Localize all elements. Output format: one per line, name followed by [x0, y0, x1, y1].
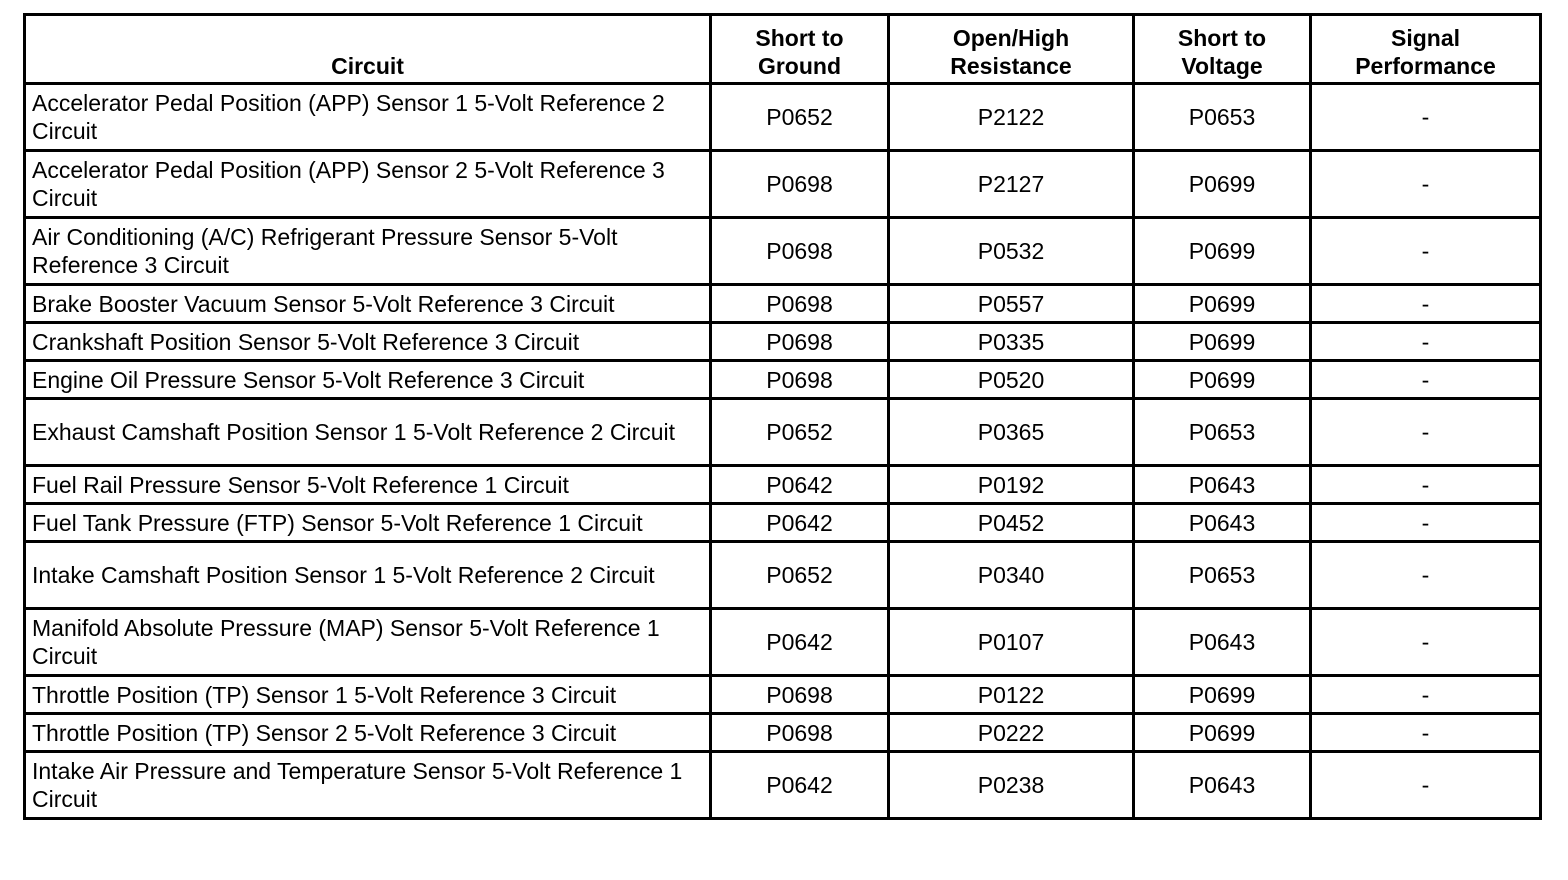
signal-performance-cell: -: [1311, 542, 1541, 609]
circuit-cell: Throttle Position (TP) Sensor 2 5-Volt Reference 3 Circuit: [25, 714, 711, 752]
signal-performance-cell: -: [1311, 609, 1541, 676]
short-to-ground-cell: P0698: [711, 361, 889, 399]
short-to-voltage-cell: P0643: [1134, 504, 1311, 542]
table-row: [25, 84, 1541, 151]
table-row: [25, 151, 1541, 218]
table-row: [25, 466, 1541, 504]
short-to-voltage-cell: P0643: [1134, 752, 1311, 819]
table-row: [25, 676, 1541, 714]
open-high-resistance-cell: P2122: [889, 84, 1134, 151]
header-circuit: Circuit: [25, 15, 711, 84]
signal-performance-cell: -: [1311, 151, 1541, 218]
circuit-cell: Exhaust Camshaft Position Sensor 1 5-Volt Reference 2 Circuit: [25, 399, 711, 466]
short-to-voltage-cell: P0643: [1134, 466, 1311, 504]
header-short-to-ground: Short to Ground: [711, 15, 889, 84]
short-to-ground-cell: P0642: [711, 504, 889, 542]
open-high-resistance-cell: P0222: [889, 714, 1134, 752]
circuit-cell: Intake Camshaft Position Sensor 1 5-Volt Reference 2 Circuit: [25, 542, 711, 609]
circuit-cell: Throttle Position (TP) Sensor 1 5-Volt Reference 3 Circuit: [25, 676, 711, 714]
circuit-cell: Air Conditioning (A/C) Refrigerant Pressure Sensor 5-Volt Reference 3 Circuit: [25, 218, 711, 285]
header-open-high-resistance: Open/High Resistance: [889, 15, 1134, 84]
short-to-voltage-cell: P0653: [1134, 84, 1311, 151]
circuit-cell: Accelerator Pedal Position (APP) Sensor 1 5-Volt Reference 2 Circuit: [25, 84, 711, 151]
short-to-ground-cell: P0642: [711, 609, 889, 676]
signal-performance-cell: -: [1311, 285, 1541, 323]
short-to-voltage-cell: P0699: [1134, 218, 1311, 285]
table-row: [25, 361, 1541, 399]
table-body: [25, 84, 1541, 819]
short-to-voltage-cell: P0643: [1134, 609, 1311, 676]
open-high-resistance-cell: P0122: [889, 676, 1134, 714]
short-to-ground-cell: P0652: [711, 399, 889, 466]
short-to-voltage-cell: P0699: [1134, 714, 1311, 752]
open-high-resistance-cell: P0192: [889, 466, 1134, 504]
short-to-voltage-cell: P0653: [1134, 542, 1311, 609]
header-signal-performance: Signal Performance: [1311, 15, 1541, 84]
open-high-resistance-cell: P2127: [889, 151, 1134, 218]
circuit-cell: Manifold Absolute Pressure (MAP) Sensor 5-Volt Reference 1 Circuit: [25, 609, 711, 676]
short-to-ground-cell: P0698: [711, 285, 889, 323]
table-row: [25, 542, 1541, 609]
open-high-resistance-cell: P0107: [889, 609, 1134, 676]
signal-performance-cell: -: [1311, 752, 1541, 819]
open-high-resistance-cell: P0340: [889, 542, 1134, 609]
short-to-voltage-cell: P0699: [1134, 285, 1311, 323]
signal-performance-cell: -: [1311, 399, 1541, 466]
table-row: [25, 285, 1541, 323]
short-to-ground-cell: P0652: [711, 542, 889, 609]
dtc-circuit-table: [23, 13, 1542, 820]
signal-performance-cell: -: [1311, 84, 1541, 151]
short-to-voltage-cell: P0699: [1134, 151, 1311, 218]
circuit-cell: Accelerator Pedal Position (APP) Sensor 2 5-Volt Reference 3 Circuit: [25, 151, 711, 218]
circuit-cell: Fuel Rail Pressure Sensor 5-Volt Reference 1 Circuit: [25, 466, 711, 504]
circuit-cell: Brake Booster Vacuum Sensor 5-Volt Reference 3 Circuit: [25, 285, 711, 323]
signal-performance-cell: -: [1311, 714, 1541, 752]
short-to-voltage-cell: P0699: [1134, 676, 1311, 714]
short-to-voltage-cell: P0653: [1134, 399, 1311, 466]
short-to-ground-cell: P0698: [711, 323, 889, 361]
header-row: [25, 15, 1541, 84]
short-to-voltage-cell: P0699: [1134, 323, 1311, 361]
open-high-resistance-cell: P0532: [889, 218, 1134, 285]
short-to-voltage-cell: P0699: [1134, 361, 1311, 399]
table-row: [25, 323, 1541, 361]
circuit-cell: Intake Air Pressure and Temperature Sensor 5-Volt Reference 1 Circuit: [25, 752, 711, 819]
short-to-ground-cell: P0698: [711, 676, 889, 714]
short-to-ground-cell: P0698: [711, 714, 889, 752]
short-to-ground-cell: P0698: [711, 151, 889, 218]
signal-performance-cell: -: [1311, 361, 1541, 399]
table-row: [25, 504, 1541, 542]
short-to-ground-cell: P0642: [711, 752, 889, 819]
table-row: [25, 218, 1541, 285]
header-short-to-voltage: Short to Voltage: [1134, 15, 1311, 84]
open-high-resistance-cell: P0365: [889, 399, 1134, 466]
circuit-cell: Engine Oil Pressure Sensor 5-Volt Reference 3 Circuit: [25, 361, 711, 399]
signal-performance-cell: -: [1311, 504, 1541, 542]
circuit-cell: Crankshaft Position Sensor 5-Volt Reference 3 Circuit: [25, 323, 711, 361]
circuit-cell: Fuel Tank Pressure (FTP) Sensor 5-Volt Reference 1 Circuit: [25, 504, 711, 542]
short-to-ground-cell: P0698: [711, 218, 889, 285]
open-high-resistance-cell: P0452: [889, 504, 1134, 542]
table-row: [25, 714, 1541, 752]
short-to-ground-cell: P0642: [711, 466, 889, 504]
signal-performance-cell: -: [1311, 676, 1541, 714]
open-high-resistance-cell: P0557: [889, 285, 1134, 323]
open-high-resistance-cell: P0520: [889, 361, 1134, 399]
open-high-resistance-cell: P0238: [889, 752, 1134, 819]
signal-performance-cell: -: [1311, 323, 1541, 361]
table-header: [25, 15, 1541, 84]
table-row: [25, 399, 1541, 466]
signal-performance-cell: -: [1311, 218, 1541, 285]
open-high-resistance-cell: P0335: [889, 323, 1134, 361]
signal-performance-cell: -: [1311, 466, 1541, 504]
table-row: [25, 752, 1541, 819]
table-row: [25, 609, 1541, 676]
short-to-ground-cell: P0652: [711, 84, 889, 151]
